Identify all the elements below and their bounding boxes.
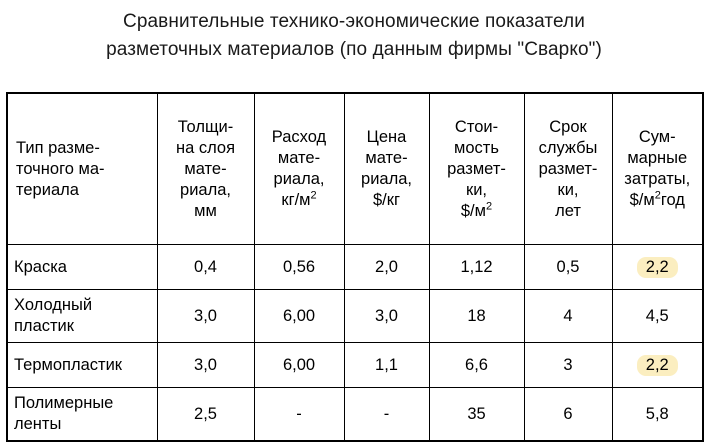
cell-material-name: Полимерные ленты xyxy=(7,388,157,442)
cell-service-life: 6 xyxy=(524,388,612,442)
cell-thickness: 2,5 xyxy=(157,388,254,442)
cell-marking-cost: 35 xyxy=(429,388,524,442)
header-unit-dollar-per-m2-year: $\$/м^2год$ xyxy=(629,189,685,209)
cell-service-life: 0,5 xyxy=(524,245,612,290)
cell-material-name: Холодный пластик xyxy=(7,290,157,343)
comparison-table xyxy=(6,92,704,442)
cell-service-life: 4 xyxy=(524,290,612,343)
cell-consumption: 0,56 xyxy=(254,245,344,290)
header-cell-thickness: Толщи- на слоя мате- риала, мм xyxy=(157,93,254,245)
table-body xyxy=(7,245,703,442)
cell-material-name: Краска xyxy=(7,245,157,290)
table-header xyxy=(7,93,703,245)
cell-price: - xyxy=(344,388,429,442)
comparison-table-container xyxy=(6,92,702,442)
cell-price: 3,0 xyxy=(344,290,429,343)
header-cell-price: Цена мате- риала, $/кг xyxy=(344,93,429,245)
table-row xyxy=(7,290,703,343)
cell-thickness: 0,4 xyxy=(157,245,254,290)
header-cell-total-costs: Сум- марные затраты, $\$/м^2год$ xyxy=(612,93,703,245)
highlight-marker: 2,2 xyxy=(637,257,678,278)
cell-total-costs: 5,8 xyxy=(612,388,703,442)
cell-consumption: 6,00 xyxy=(254,290,344,343)
cell-total-costs xyxy=(612,343,703,388)
header-cell-material-type: Тип разме- точного ма- териала xyxy=(7,93,157,245)
cell-material-name: Термопластик xyxy=(7,343,157,388)
page-title xyxy=(0,0,708,64)
cell-marking-cost: 1,12 xyxy=(429,245,524,290)
cell-thickness: 3,0 xyxy=(157,343,254,388)
header-cell-marking-cost: Стои- мость размет- ки, $\$/м^2$ xyxy=(429,93,524,245)
title-line-2: разметочных материалов (по данным фирмы "Сварко") xyxy=(106,39,602,60)
table-row xyxy=(7,388,703,442)
cell-marking-cost: 18 xyxy=(429,290,524,343)
title-line-1: Сравнительные технико-экономические показатели xyxy=(123,11,585,32)
cell-price: 1,1 xyxy=(344,343,429,388)
cell-price: 2,0 xyxy=(344,245,429,290)
cell-thickness: 3,0 xyxy=(157,290,254,343)
cell-marking-cost: 6,6 xyxy=(429,343,524,388)
table-row xyxy=(7,245,703,290)
header-unit-kg-per-m2: $кг/м^2$ xyxy=(281,189,317,209)
cell-total-costs xyxy=(612,245,703,290)
header-unit-dollar-per-m2: $\$/м^2$ xyxy=(460,200,493,220)
table-header-row xyxy=(7,93,703,245)
header-cell-service-life: Срок службы размет- ки, лет xyxy=(524,93,612,245)
cell-total-costs: 4,5 xyxy=(612,290,703,343)
highlight-marker: 2,2 xyxy=(637,355,678,376)
cell-consumption: - xyxy=(254,388,344,442)
table-row xyxy=(7,343,703,388)
cell-service-life: 3 xyxy=(524,343,612,388)
cell-consumption: 6,00 xyxy=(254,343,344,388)
header-cell-consumption: Расход мате- риала, $кг/м^2$ xyxy=(254,93,344,245)
